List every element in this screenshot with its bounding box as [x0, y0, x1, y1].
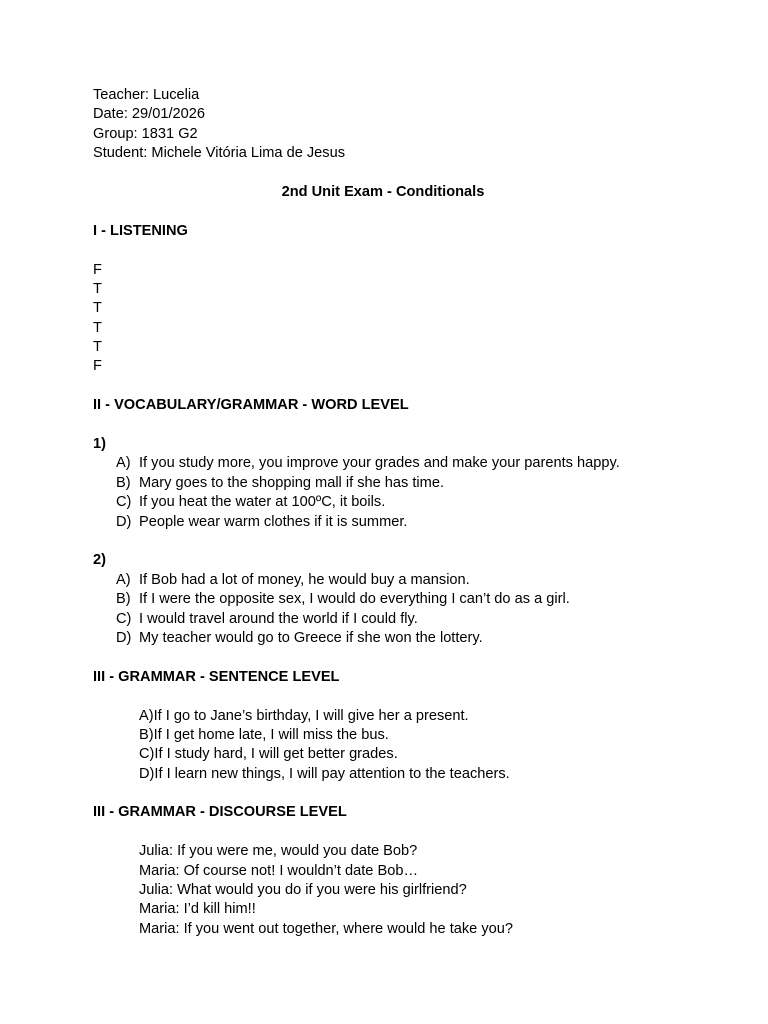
listening-answer: T	[93, 339, 102, 356]
list-item	[93, 590, 733, 609]
item-letter: C)	[116, 610, 132, 627]
list-item	[93, 571, 733, 590]
item-letter: D)	[116, 513, 132, 530]
item-text: If I were the opposite sex, I would do everything I can’t do as a girl.	[139, 591, 570, 608]
item-text: My teacher would go to Greece if she won the lottery.	[139, 629, 483, 646]
dialogue-line: Maria: If you went out together, where would he take you?	[139, 920, 513, 937]
listening-answer: F	[93, 358, 102, 375]
dialogue-line: Julia: What would you do if you were his girlfriend?	[139, 882, 467, 899]
item-letter: A)	[116, 571, 131, 588]
item-text: If you heat the water at 100ºC, it boils.	[139, 494, 386, 511]
sentence-line: B)If I get home late, I will miss the bus.	[139, 726, 389, 743]
list-item	[93, 493, 733, 512]
item-letter: C)	[116, 494, 132, 511]
question-number: 1)	[93, 436, 106, 453]
item-text: People wear warm clothes if it is summer.	[139, 513, 408, 530]
sentence-line: D)If I learn new things, I will pay attention to the teachers.	[139, 765, 510, 782]
question-number: 2)	[93, 552, 106, 569]
student-line: Student: Michele Vitória Lima de Jesus	[93, 145, 346, 162]
item-letter: D)	[116, 629, 132, 646]
item-letter: A)	[116, 455, 131, 472]
list-item	[93, 474, 733, 493]
list-item	[93, 513, 733, 532]
listening-heading: I - LISTENING	[93, 222, 188, 239]
discourse-heading: III - GRAMMAR - DISCOURSE LEVEL	[93, 804, 347, 821]
date-line: Date: 29/01/2026	[93, 106, 205, 123]
teacher-line: Teacher: Lucelia	[93, 87, 200, 103]
listening-answer: T	[93, 319, 102, 336]
item-text: I would travel around the world if I could fly.	[139, 610, 418, 627]
list-item	[93, 629, 733, 648]
document-page	[93, 86, 733, 939]
listening-answer: T	[93, 280, 102, 297]
item-text: Mary goes to the shopping mall if she has time.	[139, 474, 445, 491]
item-letter: B)	[116, 474, 131, 491]
dialogue-line: Julia: If you were me, would you date Bob?	[139, 843, 418, 860]
listening-answer: T	[93, 300, 102, 317]
listening-answer: F	[93, 261, 102, 278]
dialogue-line: Maria: I’d kill him!!	[139, 901, 256, 918]
exam-title: 2nd Unit Exam - Conditionals	[281, 183, 485, 200]
group-line: Group: 1831 G2	[93, 125, 198, 142]
sentence-line: A)If I go to Jane’s birthday, I will give her a present.	[139, 707, 469, 724]
dialogue-line: Maria: Of course not! I wouldn’t date Bob…	[139, 862, 419, 879]
sentence-heading: III - GRAMMAR - SENTENCE LEVEL	[93, 668, 340, 685]
item-text: If you study more, you improve your grades and make your parents happy.	[139, 455, 620, 472]
item-text: If Bob had a lot of money, he would buy a mansion.	[139, 571, 470, 588]
item-letter: B)	[116, 591, 131, 608]
sentence-line: C)If I study hard, I will get better grades.	[139, 746, 398, 763]
vocab-heading: II - VOCABULARY/GRAMMAR - WORD LEVEL	[93, 397, 409, 414]
list-item	[93, 454, 733, 473]
list-item	[93, 610, 733, 629]
